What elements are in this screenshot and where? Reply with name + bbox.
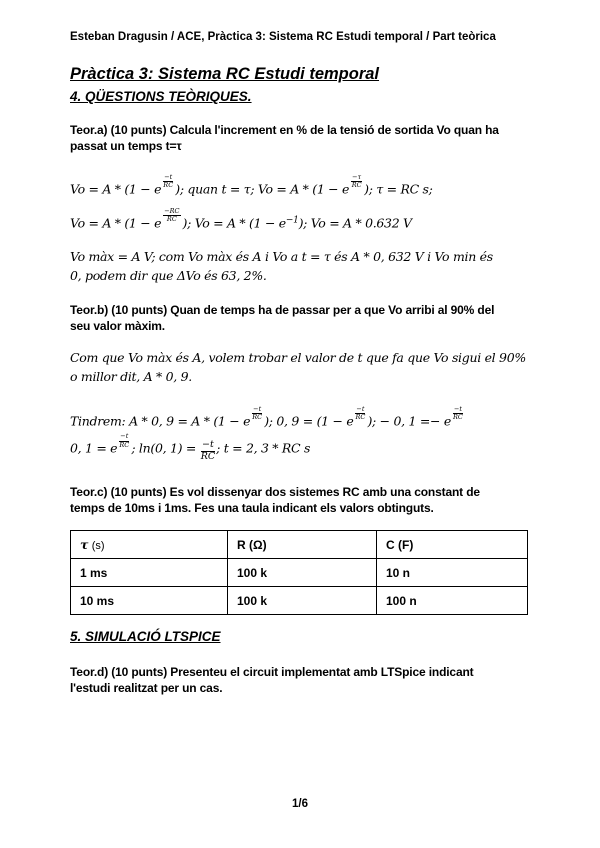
question-teor-c xyxy=(70,484,528,516)
answer-teor-a xyxy=(70,247,528,285)
table-cell-c-1: 10 n xyxy=(377,559,528,587)
table-row xyxy=(71,559,528,587)
formula-a-line2: Vo = A * (1 − e $\frac{-RC}{RC}$ ); $Vo = A * (1 - e^{-1})$; Vo = A * 0.632 V xyxy=(70,206,412,230)
question-teor-b-line2: seu valor màxim. xyxy=(70,319,165,333)
table-cell-tau-2: 10 ms xyxy=(71,587,228,615)
answer-teor-b-intro xyxy=(70,348,528,386)
question-teor-a-line1: Teor.a) (10 punts) Calcula l'increment en % de la tensió de sortida Vo quan ha xyxy=(70,123,499,137)
document-header: Esteban Dragusin / ACE, Pràctica 3: Sistema RC Estudi temporal / Part teòrica xyxy=(70,31,496,43)
table-row xyxy=(71,587,528,615)
question-teor-d xyxy=(70,664,528,696)
answer-teor-b-line1: Com que Vo màx és A, volem trobar el valor de t que fa que Vo sigui el 90% xyxy=(70,350,526,365)
question-teor-a-line2: passat un temps t=τ xyxy=(70,139,182,153)
answer-teor-a-line2: 0, podem dir que ΔVo és 63, 2%. xyxy=(70,268,267,283)
tau-unit: (s) xyxy=(91,540,105,552)
section-heading-simulation: 5. SIMULACIÓ LTSPICE xyxy=(70,629,221,644)
table-header-r: R (Ω) xyxy=(228,531,377,559)
table-cell-c-2: 100 n xyxy=(377,587,528,615)
answer-teor-a-line1: Vo màx = A V; com Vo màx és A i Vo a t = τ és A * 0, 632 V i Vo min és xyxy=(70,249,493,264)
question-teor-c-line2: temps de 10ms i 1ms. Fes una taula indicant els valors obtinguts. xyxy=(70,501,434,515)
table-header-tau xyxy=(71,531,228,559)
table-header-row xyxy=(71,531,528,559)
formula-b-line1: Tindrem: A * 0, 9 = A * (1 − e $\frac{-t}{RC}$ ); 0, 9 = (1 − e $\frac{-t}{RC}$ ); − 0, 1 =− e $\frac{-t}{RC}$ xyxy=(70,404,463,428)
page-number: 1/6 xyxy=(292,798,308,810)
rc-values-table xyxy=(70,530,528,615)
table-cell-r-2: 100 k xyxy=(228,587,377,615)
formula-block-a xyxy=(70,167,528,235)
tau-symbol: τ xyxy=(80,537,89,552)
section-heading-theory: 4. QÜESTIONS TEÒRIQUES. xyxy=(70,89,252,104)
question-teor-d-line2: l'estudi realitzat per un cas. xyxy=(70,681,223,695)
question-teor-d-line1: Teor.d) (10 punts) Presenteu el circuit implementat amb LTSpice indicant xyxy=(70,665,474,679)
table-header-c: C (F) xyxy=(377,531,528,559)
question-teor-b xyxy=(70,302,528,334)
question-teor-c-line1: Teor.c) (10 punts) Es vol dissenyar dos sistemes RC amb una constant de xyxy=(70,485,480,499)
question-teor-a xyxy=(70,122,528,154)
answer-teor-b-line2: o millor dit, A * 0, 9. xyxy=(70,369,192,384)
question-teor-b-line1: Teor.b) (10 punts) Quan de temps ha de passar per a que Vo arribi al 90% del xyxy=(70,303,495,317)
table-cell-r-1: 100 k xyxy=(228,559,377,587)
formula-b-line2: 0, 1 = e $\frac{-t}{RC}$ ; ln(0, 1) = $\frac{-t}{RC}$ ; t = 2, 3 * RC s xyxy=(70,432,311,462)
formula-block-b xyxy=(70,399,528,467)
formula-a-line1: Vo = A * (1 − e $\frac{-t}{RC}$ ); quan t = τ; Vo = A * (1 − e $\frac{-\tau}{RC}$ ); τ = RC s; xyxy=(70,172,433,196)
table-cell-tau-1: 1 ms xyxy=(71,559,228,587)
page-title: Pràctica 3: Sistema RC Estudi temporal xyxy=(70,65,380,83)
